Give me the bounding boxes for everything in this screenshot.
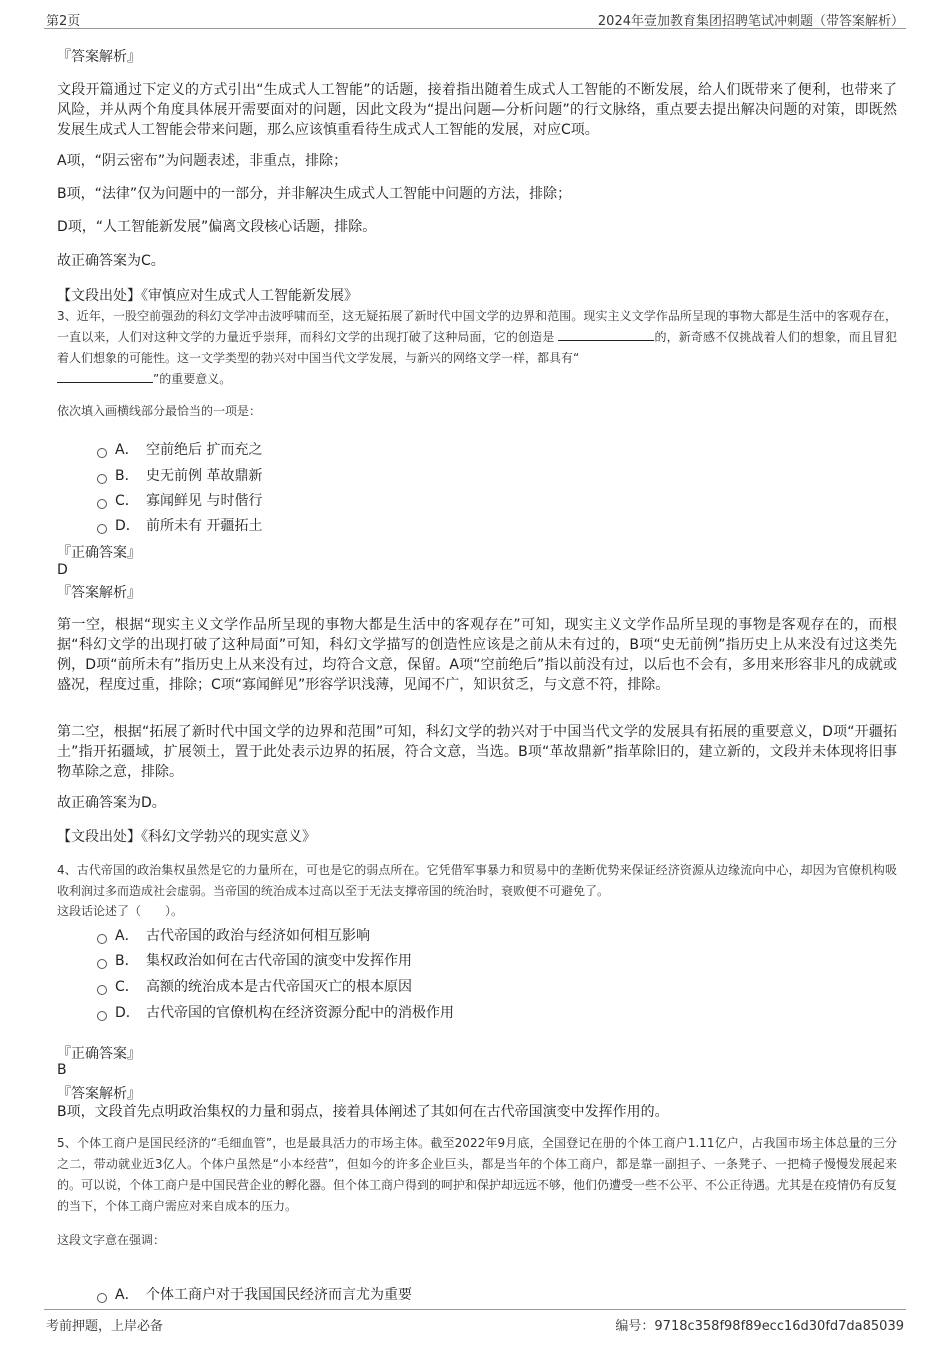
q2-analysis-p1: 文段开篇通过下定义的方式引出“生成式人工智能”的话题，接着指出随着生成式人工智能的不断发展，给人们既带来了便利，也带来了风险，并从两个角度具体展开需要面对的问题，因此文段为“提出问题—分析问题”的行文脉络，重点要去提出解决问题的对策，即既然发展生成式人工智能会带来问题，那么应该慎重看待生成式人工智能的发展，对应C项。 — [57, 82, 897, 138]
q4-prompt: 这段话论述了（ ）。 — [57, 904, 184, 918]
radio-icon[interactable] — [97, 985, 107, 995]
q5-stem: 5、个体工商户是国民经济的“毛细血管”，也是最具活力的市场主体。截至2022年9月底，全国登记在册的个体工商户1.11亿户，占我国市场主体总量的三分之二，带动就业近3亿人。个体户虽然是“小本经营”，但如今的许多企业巨头，都是当年的个体工商户，都是靠一副担子、一条凳子、一把椅子慢慢发展起来的。可以说，个体工商户是中国民营企业的孵化器。但个体工商户得到的呵护和保护却远远不够，他们仍遭受一些不公平、不公正待遇。尤其是在疫情仍有反复的当下，个体工商户需应对来自成本的压力。 — [57, 1136, 898, 1213]
radio-icon[interactable] — [97, 934, 107, 944]
q3-option-d[interactable]: D． 前所未有 开疆拓土 — [97, 515, 262, 535]
q3-correct-answer: D — [57, 562, 68, 578]
q3-stem-part3: ”的重要意义。 — [153, 372, 232, 386]
q4-correct-label: 『正确答案』 — [57, 1046, 141, 1062]
q2-analysis-b: B项，“法律”仅为问题中的一部分，并非解决生成式人工智能中问题的方法，排除； — [57, 186, 572, 202]
q5-option-a[interactable]: A． 个体工商户对于我国国民经济而言尤为重要 — [97, 1284, 412, 1304]
q3-option-b[interactable]: B． 史无前例 革故鼎新 — [97, 465, 262, 485]
radio-icon[interactable] — [97, 1011, 107, 1021]
q4-stem: 4、古代帝国的政治集权虽然是它的力量所在，可也是它的弱点所在。它凭借军事暴力和贸易中的垄断优势来保证经济资源从边缘流向中心，却因为官僚机构吸收利润过多而造成社会虚弱。当帝国的统治成本过高以至于无法支撑帝国的统治时，衰败便不可避免了。 — [57, 863, 897, 898]
q3-source: 【文段出处】《科幻文学勃兴的现实意义》 — [57, 829, 316, 845]
q3-prompt: 依次填入画横线部分最恰当的一项是： — [57, 404, 262, 418]
document-id: 编号：9718c358f98f89ecc16d30fd7da85039 — [615, 1319, 904, 1334]
page-header — [44, 6, 906, 29]
q3-option-a[interactable]: A． 空前绝后 扩而充之 — [97, 439, 262, 459]
document-title: 2024年壹加教育集团招聘笔试冲刺题（带答案解析） — [597, 14, 904, 29]
radio-icon[interactable] — [97, 524, 107, 534]
q4-option-c[interactable]: C． 高额的统治成本是古代帝国灭亡的根本原因 — [97, 976, 412, 996]
q5-prompt: 这段文字意在强调： — [57, 1233, 166, 1247]
q4-option-a[interactable]: A． 古代帝国的政治与经济如何相互影响 — [97, 925, 370, 945]
q4-analysis-label: 『答案解析』 — [57, 1086, 141, 1102]
q4-correct-answer: B — [57, 1062, 67, 1078]
radio-icon[interactable] — [97, 1293, 107, 1303]
radio-icon[interactable] — [97, 959, 107, 969]
q3-stem-part2: 的，新奇感不仅挑战着人们的想象，而且冒犯着人们想象的可能性。这一文学类型的勃兴对中国当代文学发展，与新兴的网络文学一样，都具有“ — [57, 330, 897, 365]
q4-analysis: B项，文段首先点明政治集权的力量和弱点，接着具体阐述了其如何在古代帝国演变中发挥作用的。 — [57, 1104, 669, 1120]
q3-option-c[interactable]: C． 寡闻鲜见 与时偕行 — [97, 490, 262, 510]
q3-conclusion: 故正确答案为D。 — [57, 795, 166, 811]
footer-slogan: 考前押题，上岸必备 — [46, 1319, 164, 1334]
q4-option-b[interactable]: B． 集权政治如何在古代帝国的演变中发挥作用 — [97, 950, 412, 970]
page-footer — [44, 1309, 906, 1336]
radio-icon[interactable] — [97, 499, 107, 509]
q3-analysis-label: 『答案解析』 — [57, 585, 141, 601]
q3-stem-part1: 3、近年，一股空前强劲的科幻文学冲击波呼啸而至，这无疑拓展了新时代中国文学的边界和范围。现实主义文学作品所呈现的事物大都是生活中的客观存在，一直以来，人们对这种文学的力量近乎崇拜，而科幻文学的出现打破了这种局面，它的创造是 — [57, 309, 897, 344]
radio-icon[interactable] — [97, 474, 107, 484]
q3-analysis-p1: 第一空，根据“现实主义文学作品所呈现的事物大都是生活中的客观存在”可知，现实主义文学作品所呈现的事物是客观存在的，而根据“科幻文学的出现打破了这种局面”可知，科幻文学描写的创造性应该是之前从未有过的，B项“史无前例”指历史上从来没有过这类先例，D项“前所未有”指历史上从来没有过，均符合文意，保留。A项“空前绝后”指以前没有过，以后也不会有，多用来形容非凡的成就或盛况，程度过重，排除；C项“寡闻鲜见”形容学识浅薄，见闻不广，知识贫乏，与文意不符，排除。 — [57, 617, 897, 693]
radio-icon[interactable] — [97, 448, 107, 458]
q2-source: 【文段出处】《审慎应对生成式人工智能新发展》 — [57, 288, 358, 304]
q3-correct-label: 『正确答案』 — [57, 545, 141, 561]
q2-conclusion: 故正确答案为C。 — [57, 253, 165, 269]
q2-analysis-a: A项，“阴云密布”为问题表述，非重点，排除； — [57, 153, 348, 169]
q4-option-d[interactable]: D． 古代帝国的官僚机构在经济资源分配中的消极作用 — [97, 1002, 454, 1022]
q2-analysis-label: 『答案解析』 — [57, 49, 141, 65]
q3-blank-1 — [558, 329, 654, 341]
q3-analysis-p2: 第二空，根据“拓展了新时代中国文学的边界和范围”可知，科幻文学的勃兴对于中国当代文学的发展具有拓展的重要意义，D项“开疆拓土”指开拓疆域，扩展领土，置于此处表示边界的拓展，符合文意，当选。B项“革故鼎新”指革除旧的，建立新的，文段并未体现将旧事物革除之意，排除。 — [57, 724, 897, 780]
page-number: 第2页 — [46, 14, 81, 29]
q3-stem — [57, 306, 897, 390]
q3-blank-2 — [57, 371, 153, 383]
q2-analysis-d: D项，“人工智能新发展”偏离文段核心话题，排除。 — [57, 219, 377, 235]
